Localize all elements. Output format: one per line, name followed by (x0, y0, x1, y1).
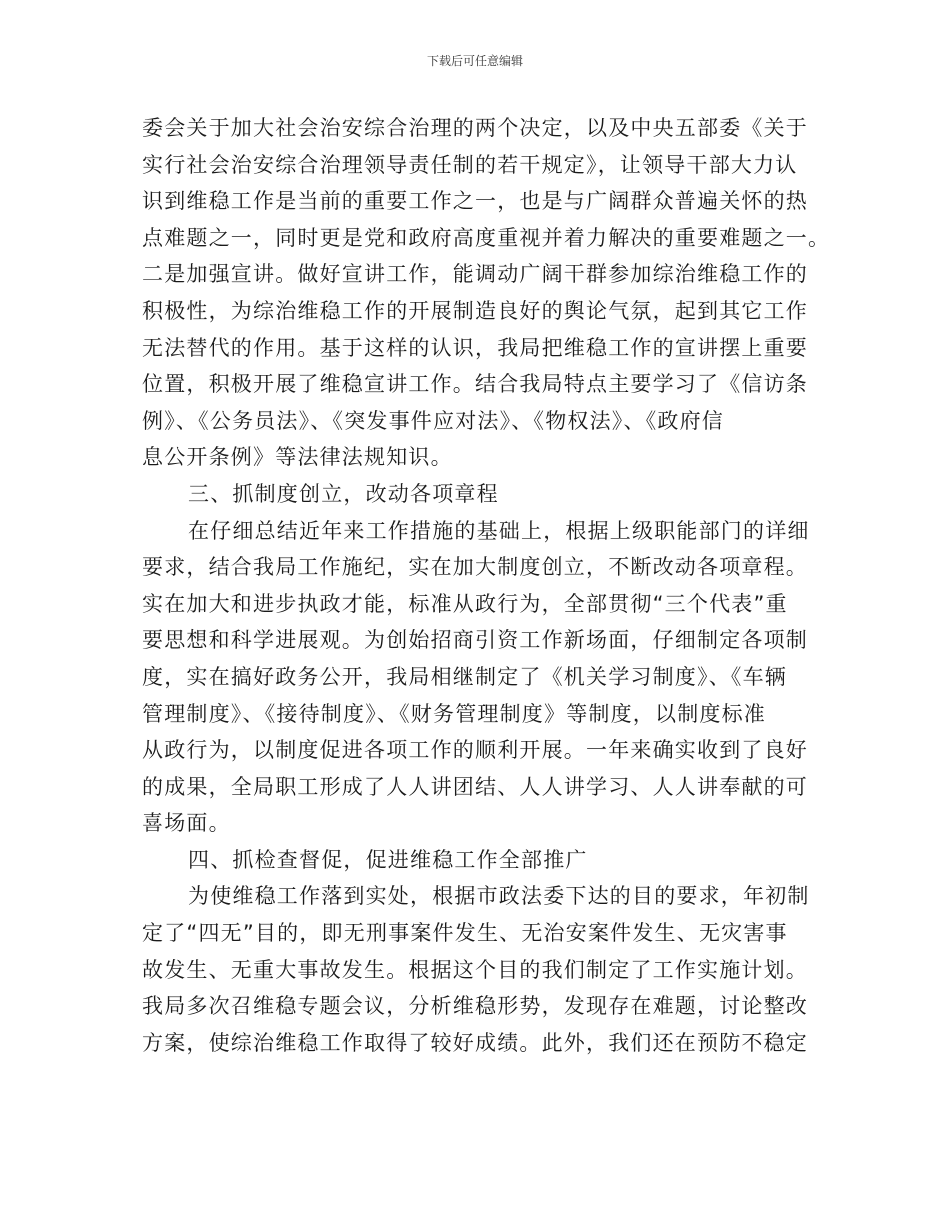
text-line: 我局多次召维稳专题会议，分析维稳形势，发现存在难题，讨论整改 (142, 994, 808, 1019)
text-line: 委会关于加大社会治安综合治理的两个决定，以及中央五部委《关于 (142, 116, 808, 140)
text-line: 三、抓制度创立，改动各项章程 (188, 481, 499, 506)
text-line: 息公开条例》等法律法规知识。 (142, 445, 453, 470)
text-line: 点难题之一，同时更是党和政府高度重视并着力解决的重要难题之一。 (142, 225, 831, 250)
text-line: 识到维稳工作是当前的重要工作之一，也是与广阔群众普遍关怀的热 (142, 189, 808, 214)
text-line: 积极性，为综治维稳工作的开展制造良好的舆论气氛，起到其它工作 (142, 298, 808, 323)
text-line: 从政行为，以制度促进各项工作的顺利开展。一年来确实收到了良好 (142, 738, 808, 763)
text-line: 实行社会治安综合治理领导责任制的若干规定》，让领导干部大力认 (142, 152, 798, 177)
document-body (142, 110, 831, 1061)
text-line: 在仔细总结近年来工作措施的基础上，根据上级职能部门的详细 (188, 518, 810, 543)
text-line: 要求，结合我局工作施纪，实在加大制度创立，不断改动各项章程。 (142, 555, 808, 580)
text-line: 例》、《公务员法》、《突发事件应对法》、《物权法》、《政府信 (142, 408, 724, 433)
text-line: 定了“四无”目的，即无刑事案件发生、无治安案件发生、无灾害事 (142, 921, 788, 946)
text-line: 二是加强宣讲。做好宣讲工作，能调动广阔干群参加综治维稳工作的 (142, 262, 808, 287)
text-line: 故发生、无重大事故发生。根据这个目的我们制定了工作实施计划。 (142, 957, 808, 982)
text-line: 要思想和科学进展观。为创始招商引资工作新场面，仔细制定各项制 (142, 628, 808, 653)
text-line: 为使维稳工作落到实处，根据市政法委下达的目的要求，年初制 (188, 884, 810, 909)
text-line: 喜场面。 (142, 811, 231, 836)
text-line: 管理制度》、《接待制度》、《财务管理制度》等制度，以制度标准 (142, 701, 766, 726)
text-line: 无法替代的作用。基于这样的认识，我局把维稳工作的宣讲摆上重要 (142, 335, 808, 360)
page-header: 下载后可任意编辑 (426, 54, 523, 68)
text-line: 的成果，全局职工形成了人人讲团结、人人讲学习、人人讲奉献的可 (142, 774, 808, 799)
text-line: 四、抓检查督促，促进维稳工作全部推广 (188, 847, 588, 872)
text-line: 位置，积极开展了维稳宣讲工作。结合我局特点主要学习了《信访条 (142, 372, 808, 397)
text-line: 实在加大和进步执政才能，标准从政行为，全部贯彻“三个代表”重 (142, 591, 788, 616)
text-line: 方案，使综治维稳工作取得了较好成绩。此外，我们还在预防不稳定 (142, 1030, 808, 1055)
text-line: 度，实在搞好政务公开，我局相继制定了《机关学习制度》、《车辆 (142, 664, 787, 689)
